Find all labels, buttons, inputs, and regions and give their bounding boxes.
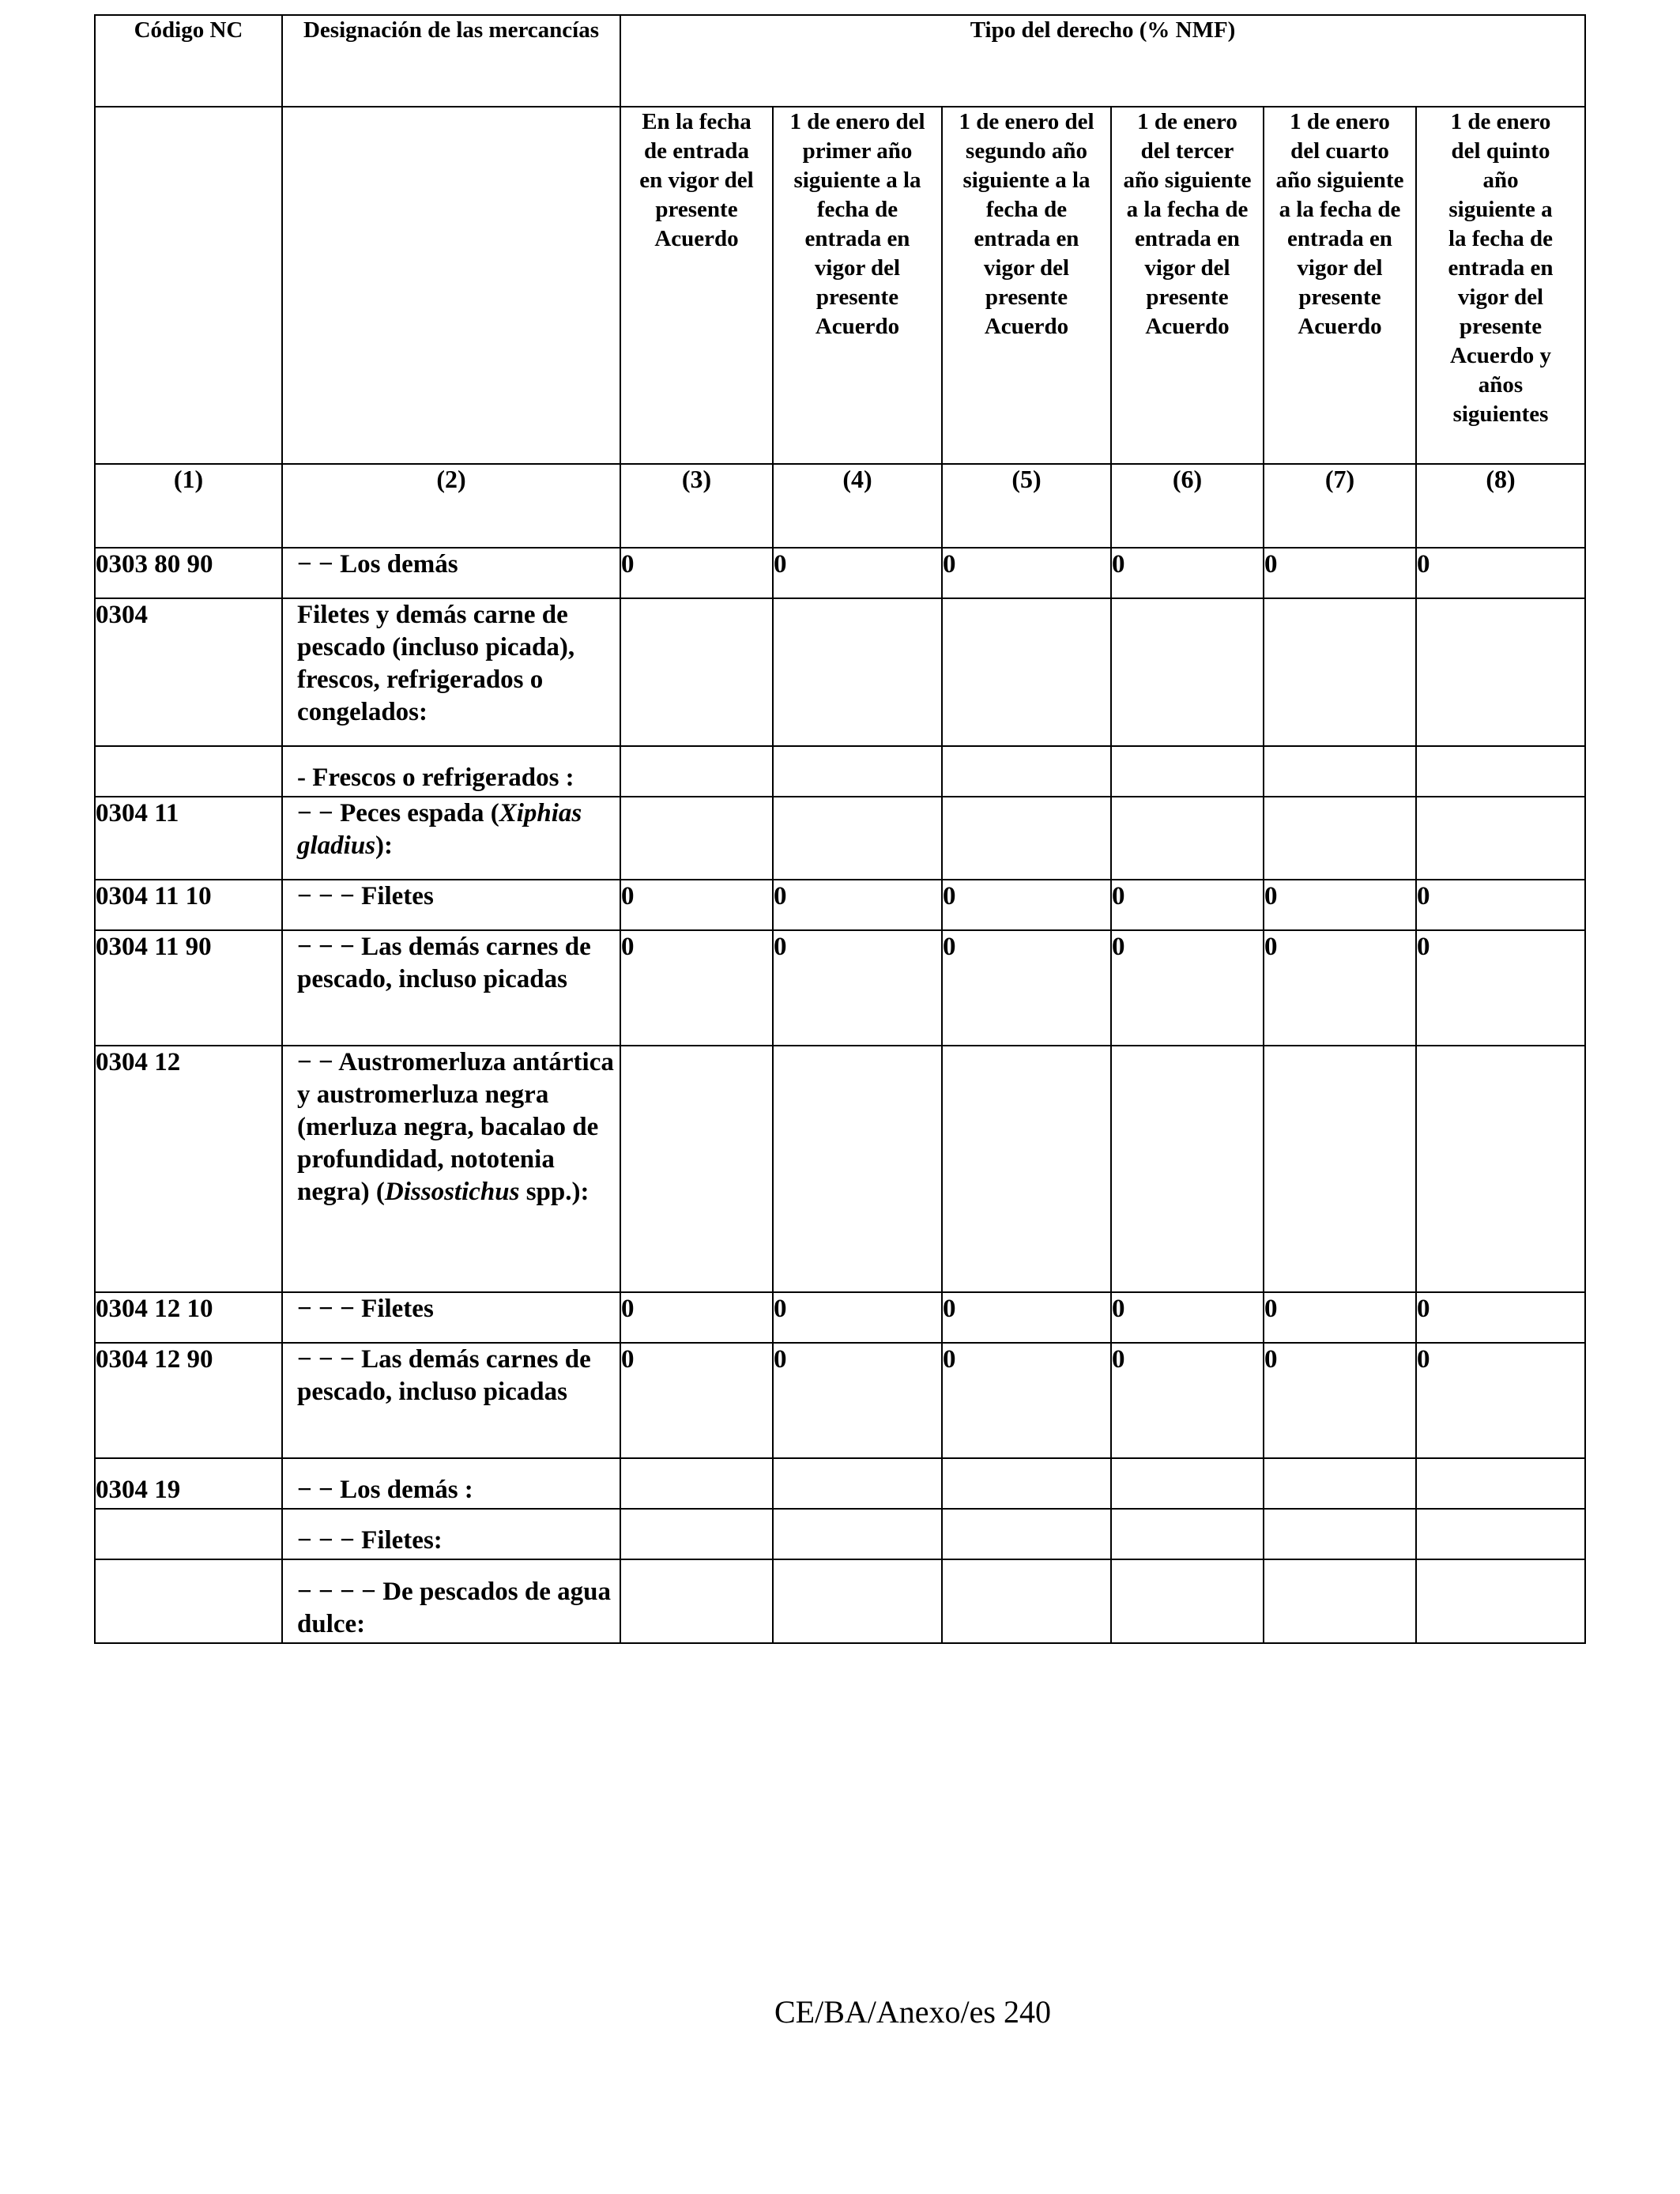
header-stage-3: En la fecha de entrada en vigor del presente Acuerdo [620, 107, 773, 464]
cn-code: 0304 11 [95, 797, 282, 880]
goods-description: − − Los demás [282, 548, 620, 598]
rate-cell: 0 [620, 1292, 773, 1343]
rate-cell: 0 [1111, 930, 1264, 1046]
col-number-8: (8) [1416, 464, 1585, 548]
rate-cell [620, 1458, 773, 1509]
rate-cell [1264, 1046, 1416, 1292]
rate-cell [1111, 1559, 1264, 1643]
header-blank-code [95, 107, 282, 464]
col-number-2: (2) [282, 464, 620, 548]
table-row [95, 598, 1585, 746]
col-number-4: (4) [773, 464, 942, 548]
rate-cell [1111, 746, 1264, 797]
goods-description: − − Los demás : [282, 1458, 620, 1509]
rate-cell [620, 598, 773, 746]
rate-cell [773, 1559, 942, 1643]
rate-cell [620, 746, 773, 797]
col-number-7: (7) [1264, 464, 1416, 548]
rate-cell [773, 598, 942, 746]
header-stage-5: 1 de enero del segundo año siguiente a la fecha de entrada en vigor del presente Acuerdo [942, 107, 1111, 464]
rate-cell [942, 1458, 1111, 1509]
cn-code: 0304 [95, 598, 282, 746]
rate-cell [1416, 1046, 1585, 1292]
cn-code [95, 1559, 282, 1643]
description-text: − − Peces espada ( [297, 799, 499, 827]
rate-cell: 0 [1416, 930, 1585, 1046]
goods-description [282, 1046, 620, 1292]
rate-cell: 0 [942, 1343, 1111, 1458]
rate-cell [773, 1046, 942, 1292]
rate-cell [1264, 1458, 1416, 1509]
header-code: Código NC [95, 15, 282, 107]
rate-cell: 0 [942, 548, 1111, 598]
species-name: Dissostichus [384, 1178, 520, 1206]
rate-cell: 0 [773, 1343, 942, 1458]
rate-cell [773, 746, 942, 797]
rate-cell [620, 797, 773, 880]
rate-cell [1416, 1509, 1585, 1559]
table-row [95, 1292, 1585, 1343]
goods-description: − − − Filetes [282, 1292, 620, 1343]
rate-cell [942, 1046, 1111, 1292]
goods-description: Filetes y demás carne de pescado (incluso picada), frescos, refrigerados o congelados: [282, 598, 620, 746]
goods-description: − − − Filetes: [282, 1509, 620, 1559]
cn-code: 0304 12 10 [95, 1292, 282, 1343]
table-row [95, 797, 1585, 880]
rate-cell: 0 [620, 880, 773, 930]
table-row [95, 930, 1585, 1046]
rate-cell: 0 [1264, 1292, 1416, 1343]
col-number-6: (6) [1111, 464, 1264, 548]
rate-cell [942, 746, 1111, 797]
rate-cell: 0 [1264, 930, 1416, 1046]
table-row [95, 1509, 1585, 1559]
description-text: − − Austromerluza antártica y austromerluza negra (merluza negra, bacalao de profundidad, nototenia negra) ( [297, 1048, 614, 1206]
rate-cell [942, 1509, 1111, 1559]
rate-cell: 0 [1111, 880, 1264, 930]
rate-cell [1264, 1509, 1416, 1559]
header-stage-7: 1 de enero del cuarto año siguiente a la fecha de entrada en vigor del presente Acuerdo [1264, 107, 1416, 464]
col-number-1: (1) [95, 464, 282, 548]
rate-cell: 0 [1111, 1343, 1264, 1458]
rate-cell [773, 1509, 942, 1559]
rate-cell: 0 [942, 930, 1111, 1046]
goods-description: − − − Las demás carnes de pescado, incluso picadas [282, 930, 620, 1046]
rate-cell: 0 [942, 880, 1111, 930]
table-row [95, 746, 1585, 797]
rate-cell [1416, 1559, 1585, 1643]
rate-cell: 0 [773, 880, 942, 930]
rate-cell: 0 [620, 548, 773, 598]
cn-code: 0304 12 [95, 1046, 282, 1292]
cn-code: 0304 11 90 [95, 930, 282, 1046]
rate-cell: 0 [620, 930, 773, 1046]
goods-description: − − − − De pescados de agua dulce: [282, 1559, 620, 1643]
rate-cell [1111, 797, 1264, 880]
rate-cell [620, 1509, 773, 1559]
cn-code: 0304 11 10 [95, 880, 282, 930]
rate-cell [1416, 746, 1585, 797]
cn-code [95, 746, 282, 797]
rate-cell [1111, 598, 1264, 746]
goods-description [282, 797, 620, 880]
table-row [95, 1458, 1585, 1509]
description-text: ): [375, 831, 394, 860]
rate-cell: 0 [1264, 880, 1416, 930]
rate-cell [1264, 598, 1416, 746]
rate-cell [1264, 746, 1416, 797]
cn-code: 0304 19 [95, 1458, 282, 1509]
rate-cell [1264, 1559, 1416, 1643]
rate-cell [942, 797, 1111, 880]
rate-cell: 0 [1264, 548, 1416, 598]
rate-cell: 0 [773, 930, 942, 1046]
rate-cell: 0 [1111, 1292, 1264, 1343]
col-number-5: (5) [942, 464, 1111, 548]
cn-code [95, 1509, 282, 1559]
header-row-titles [95, 15, 1585, 107]
document-reference: CE/BA/Anexo/es 240 [774, 1994, 1051, 2030]
goods-description: - Frescos o refrigerados : [282, 746, 620, 797]
rate-cell [1416, 598, 1585, 746]
rate-cell [620, 1046, 773, 1292]
goods-description: − − − Filetes [282, 880, 620, 930]
rate-cell: 0 [1416, 548, 1585, 598]
rate-cell [942, 1559, 1111, 1643]
rate-cell [773, 797, 942, 880]
rate-cell: 0 [1264, 1343, 1416, 1458]
rate-cell: 0 [773, 548, 942, 598]
rate-cell: 0 [1416, 1343, 1585, 1458]
rate-cell: 0 [620, 1343, 773, 1458]
goods-description: − − − Las demás carnes de pescado, incluso picadas [282, 1343, 620, 1458]
table-row [95, 1343, 1585, 1458]
col-number-3: (3) [620, 464, 773, 548]
description-text: spp.): [519, 1178, 590, 1206]
rate-cell [1111, 1458, 1264, 1509]
cn-code: 0304 12 90 [95, 1343, 282, 1458]
rate-cell: 0 [942, 1292, 1111, 1343]
rate-cell [1416, 797, 1585, 880]
rate-cell [1111, 1046, 1264, 1292]
rate-cell: 0 [1416, 880, 1585, 930]
rate-cell [773, 1458, 942, 1509]
header-duty-rate: Tipo del derecho (% NMF) [620, 15, 1585, 107]
rate-cell: 0 [773, 1292, 942, 1343]
rate-cell: 0 [1416, 1292, 1585, 1343]
page-footer [0, 1993, 1680, 2030]
table-row [95, 1559, 1585, 1643]
tariff-table [94, 14, 1586, 1644]
rate-cell [942, 598, 1111, 746]
rate-cell [1264, 797, 1416, 880]
rate-cell [620, 1559, 773, 1643]
table-row [95, 1046, 1585, 1292]
header-stage-4: 1 de enero del primer año siguiente a la fecha de entrada en vigor del presente Acuerdo [773, 107, 942, 464]
header-row-numbers [95, 464, 1585, 548]
rate-cell [1416, 1458, 1585, 1509]
table-row [95, 880, 1585, 930]
species-name: Xiphias gladius [297, 799, 582, 860]
header-description: Designación de las mercancías [282, 15, 620, 107]
header-blank-description [282, 107, 620, 464]
rate-cell [1111, 1509, 1264, 1559]
rate-cell: 0 [1111, 548, 1264, 598]
header-row-stages [95, 107, 1585, 464]
header-stage-6: 1 de enero del tercer año siguiente a la fecha de entrada en vigor del presente Acuerdo [1111, 107, 1264, 464]
table-row [95, 548, 1585, 598]
header-stage-8: 1 de enero del quinto año siguiente a la fecha de entrada en vigor del presente Acuerdo y años siguientes [1416, 107, 1585, 464]
cn-code: 0303 80 90 [95, 548, 282, 598]
